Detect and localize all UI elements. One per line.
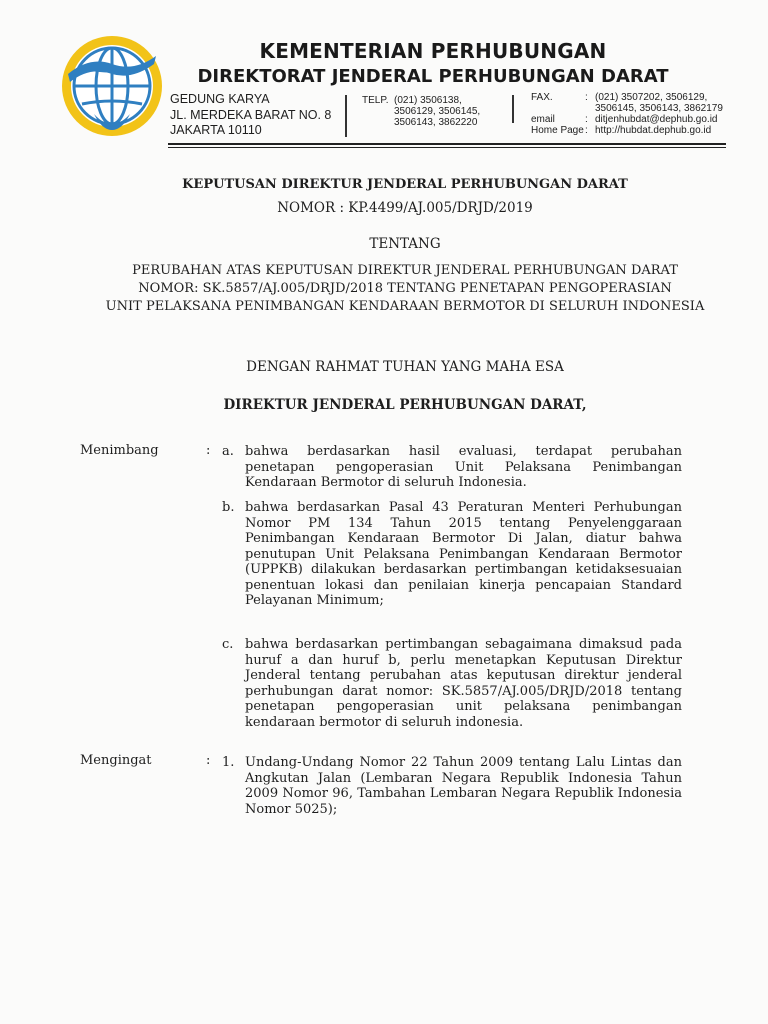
decree-title: KEPUTUSAN DIREKTUR JENDERAL PERHUBUNGAN DARAT [182, 177, 628, 192]
decree-number: NOMOR : KP.4499/AJ.005/DRJD/2019 [277, 200, 533, 216]
email-label: email [531, 114, 555, 125]
separator: : [585, 125, 588, 136]
ministry-name: KEMENTERIAN PERHUBUNGAN [259, 39, 607, 63]
item-text: bahwa berdasarkan hasil evaluasi, terdapat perubahan penetapan pengoperasian Unit Pelaksana Penimbangan Kendaraan Bermotor di seluruh Indonesia. [245, 444, 682, 490]
tel-line: (021) 3506138, [394, 95, 462, 106]
ministry-logo-icon [60, 34, 164, 138]
tel-label: TELP. [362, 95, 389, 106]
office-address [170, 92, 331, 139]
item-marker: b. [222, 500, 235, 515]
fax-number: (021) 3507202, 3506129, [595, 92, 708, 103]
fax-number: 3506145, 3506143, 3862179 [595, 103, 723, 114]
section-colon: : [206, 753, 211, 768]
subject-line: PERUBAHAN ATAS KEPUTUSAN DIREKTUR JENDERAL PERHUBUNGAN DARAT [132, 263, 678, 278]
contact-block [531, 92, 723, 136]
item-marker: a. [222, 444, 234, 459]
item-text: bahwa berdasarkan Pasal 43 Peraturan Menteri Perhubungan Nomor PM 134 Tahun 2015 tentang Penyelenggaraan Penimbangan Kendaraan Bermotor Di Jalan, diatur bahwa penutupan Unit Pelaksana Penimbangan Kendaraan Bermotor (UPPKB) dilakukan berdasarkan pertimbangan ketidaksesuaian penentuan lokasi dan penilaian kinerja pencapaian Standard Pelayanan Minimum; [245, 500, 682, 608]
item-text: Undang-Undang Nomor 22 Tahun 2009 tentang Lalu Lintas dan Angkutan Jalan (Lembaran Negara Republik Indonesia Tahun 2009 Nomor 96, Tambahan Lembaran Negara Republik Indonesia Nomor 5025); [245, 755, 682, 817]
separator: : [585, 114, 588, 125]
address-line: JAKARTA 10110 [170, 123, 262, 137]
letterhead-rule [168, 147, 726, 148]
tel-line: 3506129, 3506145, [394, 106, 481, 118]
list-item [222, 500, 682, 609]
email-address: ditjenhubdat@dephub.go.id [595, 114, 718, 125]
subject-line: NOMOR: SK.5857/AJ.005/DRJD/2018 TENTANG PENETAPAN PENGOPERASIAN [138, 281, 672, 296]
separator: : [585, 92, 588, 103]
subject-line: UNIT PELAKSANA PENIMBANGAN KENDARAAN BERMOTOR DI SELURUH INDONESIA [105, 299, 705, 314]
letterhead-rule [168, 143, 726, 145]
letterhead-divider [512, 95, 514, 123]
mengingat-label: Mengingat [80, 753, 152, 768]
official-title: DIREKTUR JENDERAL PERHUBUNGAN DARAT, [223, 397, 587, 413]
homepage-label: Home Page [531, 125, 584, 136]
directorate-name: DIREKTORAT JENDERAL PERHUBUNGAN DARAT [197, 66, 669, 87]
section-colon: : [206, 443, 211, 458]
list-item [222, 637, 682, 730]
fax-label: FAX. [531, 92, 553, 103]
item-marker: 1. [222, 755, 235, 770]
decree-subject [60, 262, 750, 316]
item-text: bahwa berdasarkan pertimbangan sebagaimana dimaksud pada huruf a dan huruf b, perlu menetapkan Keputusan Direktur Jenderal tentang perubahan atas keputusan direktur jenderal perhubungan darat nomor: SK.5857/AJ.005/DRJD/2018 tentang penetapan pengoperasian unit pelaksana penimbangan kendaraan bermotor di seluruh indonesia. [245, 637, 682, 730]
decree-about: TENTANG [369, 236, 441, 252]
address-line: GEDUNG KARYA [170, 92, 270, 106]
address-line: JL. MERDEKA BARAT NO. 8 [170, 107, 332, 122]
homepage-url: http://hubdat.dephub.go.id [595, 125, 712, 136]
menimbang-label: Menimbang [80, 443, 159, 458]
tel-line: 3506143, 3862220 [394, 117, 478, 129]
tel-numbers [394, 95, 480, 129]
blessing-line: DENGAN RAHMAT TUHAN YANG MAHA ESA [246, 359, 564, 375]
list-item [222, 755, 682, 817]
item-marker: c. [222, 637, 234, 652]
letterhead-divider [345, 95, 347, 137]
list-item [222, 444, 682, 491]
